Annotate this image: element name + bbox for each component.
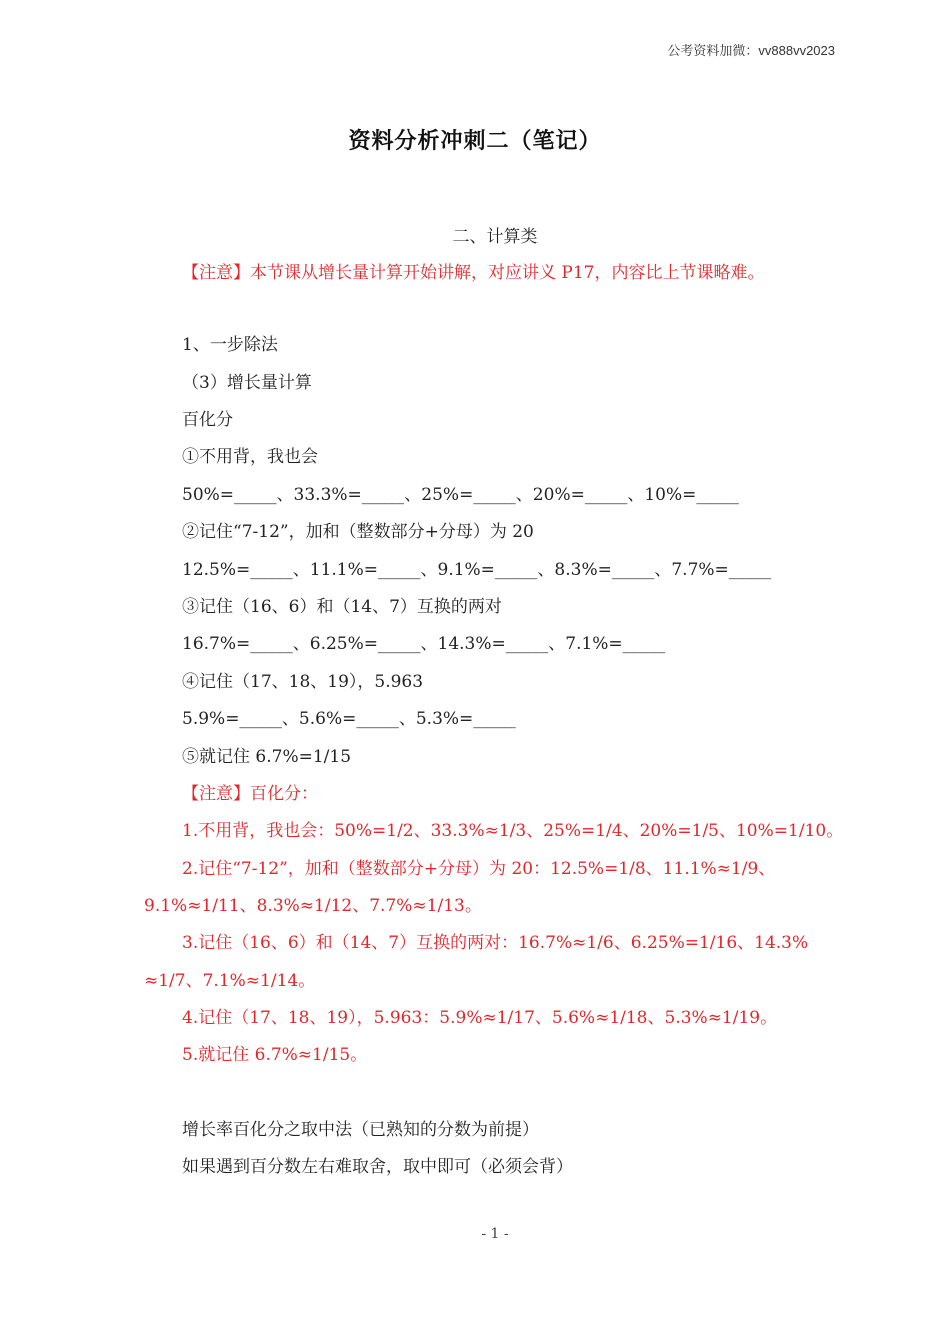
red-note-3b: ≈1/7、7.1%≈1/14。: [144, 971, 316, 991]
red-note-2b: 9.1%≈1/11、8.3%≈1/12、7.7%≈1/13。: [144, 896, 482, 916]
line-12: ⑤就记住 6.7%=1/15: [182, 747, 352, 767]
red-note-5: 5.就记住 6.7%≈1/15。: [182, 1045, 368, 1065]
red-note-1: 1.不用背，我也会：50%=1/2、33.3%≈1/3、25%=1/4、20%=1/5、10%=1/10。: [182, 821, 844, 841]
line-5: 50%=_____、33.3%=_____、25%=_____、20%=_____、10%=_____: [182, 485, 739, 505]
line-10: ④记住（17、18、19），5.963: [182, 672, 424, 692]
line-9: 16.7%=_____、6.25%=_____、14.3%=_____、7.1%=_____: [182, 634, 666, 654]
line-2: （3）增长量计算: [182, 373, 312, 393]
line-7: 12.5%=_____、11.1%=_____、9.1%=_____、8.3%=_____、7.7%=_____: [182, 560, 772, 580]
line-8: ③记住（16、6）和（14、7）互换的两对: [182, 597, 502, 617]
line-4: ①不用背，我也会: [182, 447, 318, 467]
page-title: 资料分析冲刺二（笔记）: [348, 128, 602, 154]
line-3: 百化分: [182, 410, 233, 430]
red-note-2a: 2.记住“7-12”，加和（整数部分+分母）为 20：12.5%=1/8、11.1%≈1/9、: [182, 859, 776, 879]
red-note-3a: 3.记住（16、6）和（14、7）互换的两对：16.7%≈1/6、6.25%=1/16、14.3%: [182, 933, 809, 953]
section-title: 二、计算类: [452, 227, 538, 247]
tail-line-2: 如果遇到百分数左右难取舍，取中即可（必须会背）: [182, 1157, 573, 1177]
header-note: 公考资料加微：vv888vv2023: [667, 43, 835, 58]
page-number: - 1 -: [481, 1226, 509, 1242]
line-1: 1、一步除法: [182, 335, 278, 355]
red-note-head: 【注意】百化分：: [182, 784, 318, 804]
red-note-4: 4.记住（17、18、19），5.963：5.9%≈1/17、5.6%≈1/18、5.3%≈1/19。: [182, 1008, 778, 1028]
line-11: 5.9%=_____、5.6%=_____、5.3%=_____: [182, 709, 516, 729]
line-6: ②记住“7-12”，加和（整数部分+分母）为 20: [182, 522, 534, 542]
notice-text: 【注意】本节课从增长量计算开始讲解，对应讲义 P17，内容比上节课略难。: [182, 263, 765, 283]
tail-line-1: 增长率百化分之取中法（已熟知的分数为前提）: [182, 1120, 539, 1140]
